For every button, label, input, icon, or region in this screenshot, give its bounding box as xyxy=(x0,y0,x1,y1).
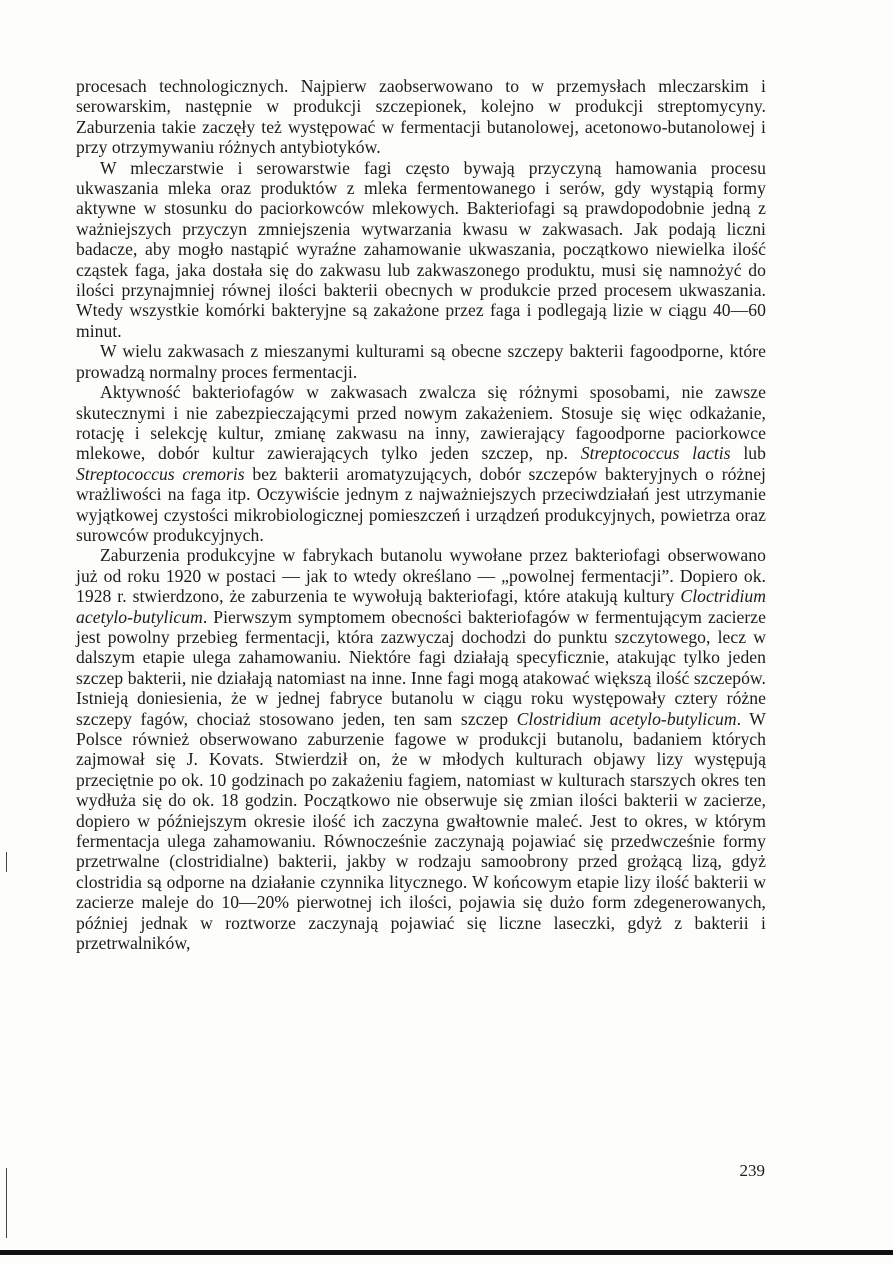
species-name: Streptococcus lactis xyxy=(580,443,731,464)
scan-margin-mark xyxy=(6,1168,7,1238)
scan-bottom-edge xyxy=(0,1250,893,1255)
paragraph: Zaburzenia produkcyjne w fabrykach butanolu wywołane przez bakteriofagi obserwowano już od roku 1920 w postaci — jak to wtedy określano — „powolnej fermentacji”. Dopiero ok. 1928 r. stwierdzono, że zaburzenia te wywołują bakteriofagi, które atakują kultury Cloctridium acetylo-butylicum. Pierwszym symptomem obecności bakteriofagów w fermentującym zacierze jest powolny przebieg fermentacji, która zazwyczaj dochodzi do punktu szczytowego, lecz w dalszym etapie ulega zahamowaniu. Niektóre fagi działają specyficznie, atakując tylko jeden szczep bakterii, nie działają natomiast na inne. Inne fagi mogą atakować większą ilość szczepów. Istnieją doniesienia, że w jednej fabryce butanolu w ciągu roku występowały cztery różne szczepy fagów, chociaż stosowano jeden, ten sam szczep Clostridium acetylo-butylicum. W Polsce również obserwowano zaburzenie fagowe w produkcji butanolu, badaniem których zajmował się J. Kovats. Stwierdził on, że w młodych kulturach objawy lizy występują przeciętnie po ok. 10 godzinach po zakażeniu fagiem, natomiast w kulturach starszych okres ten wydłuża się do ok. 18 godzin. Początkowo nie obserwuje się zmian ilości bakterii w zacierze, dopiero w późniejszym okresie ilość ich zaczyna gwałtownie maleć. Jest to okres, w którym fermentacja ulega zahamowaniu. Równocześnie zaczynają pojawiać się przedwcześnie formy przetrwalne (clostridialne) bakterii, jakby w rodzaju samoobrony przed grożącą lizą, gdyż clostridia są odporne na działanie czynnika litycznego. W końcowym etapie lizy ilość bakterii w zacierze maleje do 10—20% pierwotnej ich ilości, pojawia się dużo form zdegenerowanych, później jednak w roztworze zaczynają pojawiać się liczne laseczki, gdyż z bakterii i przetrwalników, xyxy=(76,545,766,954)
species-name: Cloctridium acetylo-butylicum xyxy=(76,586,766,627)
paragraph: Aktywność bakteriofagów w zakwasach zwalcza się różnymi sposobami, nie zawsze skutecznymi i nie zabezpieczającymi przed nowym zakażeniem. Stosuje się więc odkażanie, rotację i selekcję kultur, zmianę zakwasu na inny, zawierający fagoodporne paciorkowce mlekowe, dobór kultur zawierających tylko jeden szczep, np. Streptococcus lactis lub Streptococcus cremoris bez bakterii aromatyzujących, dobór szczepów bakteryjnych o różnej wrażliwości na faga itp. Oczywiście jednym z najważniejszych przeciwdziałań jest utrzymanie wyjątkowej czystości mikrobiologicznej pomieszczeń i urządzeń produkcyjnych, powietrza oraz surowców produkcyjnych. xyxy=(76,382,766,545)
paragraph: W mleczarstwie i serowarstwie fagi często bywają przyczyną hamowania procesu ukwaszania mleka oraz produktów z mleka fermentowanego i serów, gdy wystąpią formy aktywne w stosunku do paciorkowców mlekowych. Bakteriofagi są prawdopodobnie jedną z ważniejszych przyczyn zmniejszenia wytwarzania kwasu w zakwasach. Jak podają liczni badacze, aby mogło nastąpić wyraźne zahamowanie ukwaszania, początkowo niewielka ilość cząstek faga, jaka dostała się do zakwasu lub zakwaszonego produktu, musi się namnożyć do ilości przynajmniej równej ilości bakterii obecnych w produkcie przed procesem ukwaszania. Wtedy wszystkie komórki bakteryjne są zakażone przez faga i podlegają lizie w ciągu 40—60 minut. xyxy=(76,157,766,341)
species-name: Clostridium acetylo-butylicum xyxy=(516,708,737,729)
scan-margin-mark xyxy=(6,852,7,872)
page-number: 239 xyxy=(739,1161,765,1180)
body-text xyxy=(76,76,766,953)
paragraph: procesach technologicznych. Najpierw zaobserwowano to w przemysłach mleczarskim i serowarskim, następnie w produkcji szczepionek, kolejno w produkcji streptomycyny. Zaburzenia takie zaczęły też występować w fermentacji butanolowej, acetonowo-butanolowej i przy otrzymywaniu różnych antybiotyków. xyxy=(76,76,766,158)
paragraph: W wielu zakwasach z mieszanymi kulturami są obecne szczepy bakterii fagoodporne, które prowadzą normalny proces fermentacji. xyxy=(76,341,766,382)
species-name: Streptococcus cremoris xyxy=(76,463,245,484)
